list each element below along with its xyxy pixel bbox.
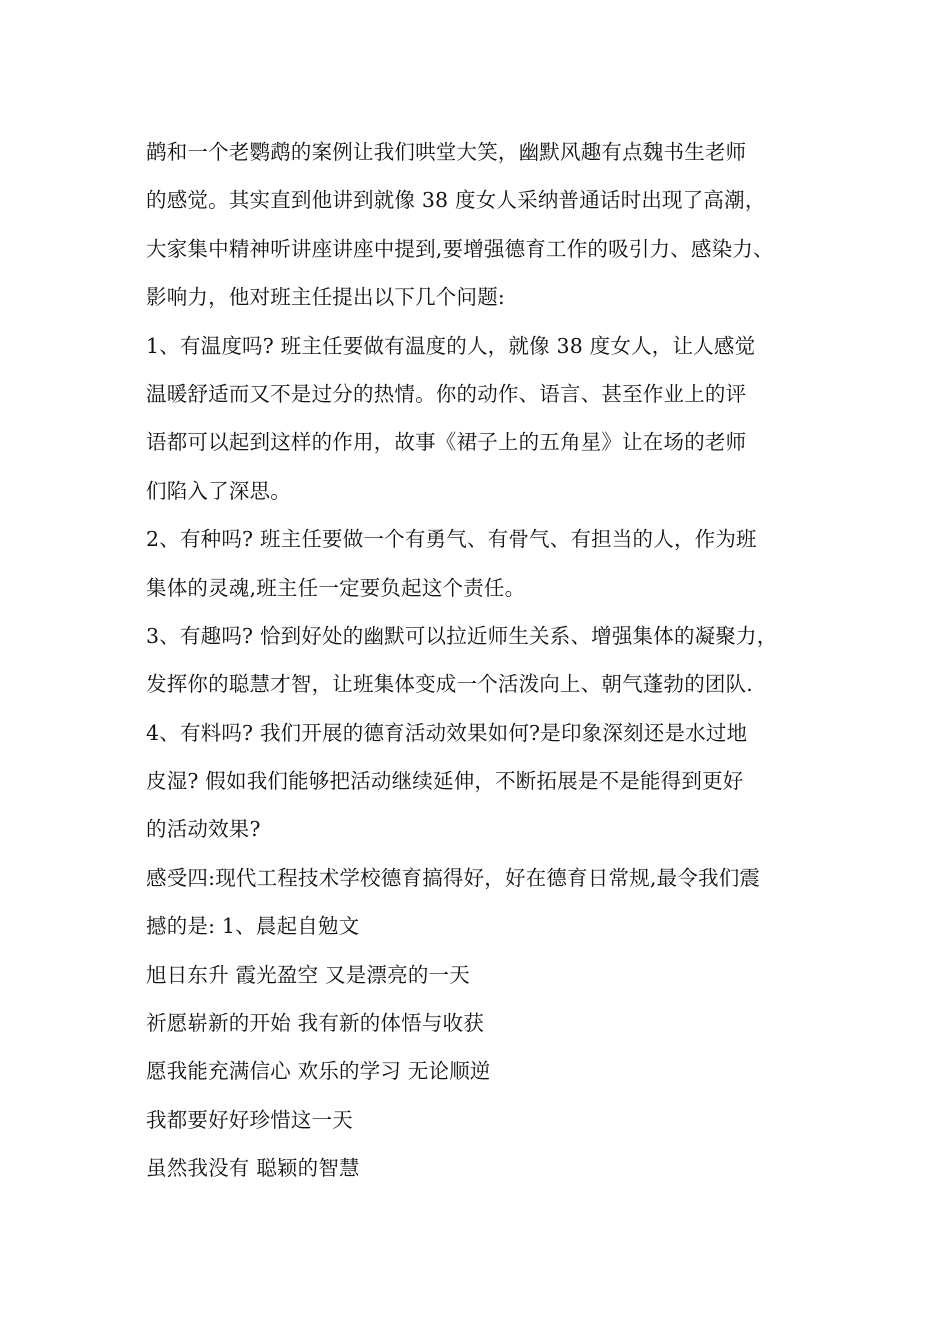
body-text xyxy=(146,128,836,1193)
text-line: 影响力，他对班主任提出以下几个问题: xyxy=(146,285,506,310)
text-line: 们陷入了深思。 xyxy=(146,478,291,503)
text-line: 撼的是: 1、晨起自勉文 xyxy=(146,914,360,939)
text-line: 皮湿? 假如我们能够把活动继续延伸，不断拓展是不是能得到更好 xyxy=(146,769,744,794)
text-line: 4、有料吗? 我们开展的德育活动效果如何?是印象深刻还是水过地 xyxy=(146,720,748,745)
text-line: 祈愿崭新的开始 我有新的体悟与收获 xyxy=(146,1011,484,1036)
text-line: 温暖舒适而又不是过分的热情。你的动作、语言、甚至作业上的评 xyxy=(146,381,747,406)
text-line: 3、有趣吗? 恰到好处的幽默可以拉近师生关系、增强集体的凝聚力， xyxy=(146,623,778,648)
text-line: 旭日东升 霞光盈空 又是漂亮的一天 xyxy=(146,962,470,987)
text-line: 愿我能充满信心 欢乐的学习 无论顺逆 xyxy=(146,1059,491,1084)
text-line: 语都可以起到这样的作用，故事《裙子上的五角星》让在场的老师 xyxy=(146,430,747,455)
text-line: 集体的灵魂,班主任一定要负起这个责任。 xyxy=(146,575,526,600)
text-line: 大家集中精神听讲座讲座中提到,要增强德育工作的吸引力、感染力、 xyxy=(146,236,774,261)
text-line: 鹋和一个老鹦鹉的案例让我们哄堂大笑，幽默风趣有点魏书生老师 xyxy=(146,140,747,164)
text-line: 的活动效果? xyxy=(146,817,261,842)
text-line: 2、有种吗? 班主任要做一个有勇气、有骨气、有担当的人，作为班 xyxy=(146,527,757,552)
text-line: 1、有温度吗? 班主任要做有温度的人，就像 38 度女人，让人感觉 xyxy=(146,333,756,358)
text-line: 的感觉。其实直到他讲到就像 38 度女人采纳普通话时出现了高潮， xyxy=(146,188,766,213)
text-line: 感受四:现代工程技术学校德育搞得好，好在德育日常规,最令我们震 xyxy=(146,865,761,890)
text-line: 我都要好好珍惜这一天 xyxy=(146,1107,353,1132)
text-line: 虽然我没有 聪颖的智慧 xyxy=(146,1156,360,1181)
text-line: 发挥你的聪慧才智，让班集体变成一个活泼向上、朝气蓬勃的团队. xyxy=(146,672,754,697)
